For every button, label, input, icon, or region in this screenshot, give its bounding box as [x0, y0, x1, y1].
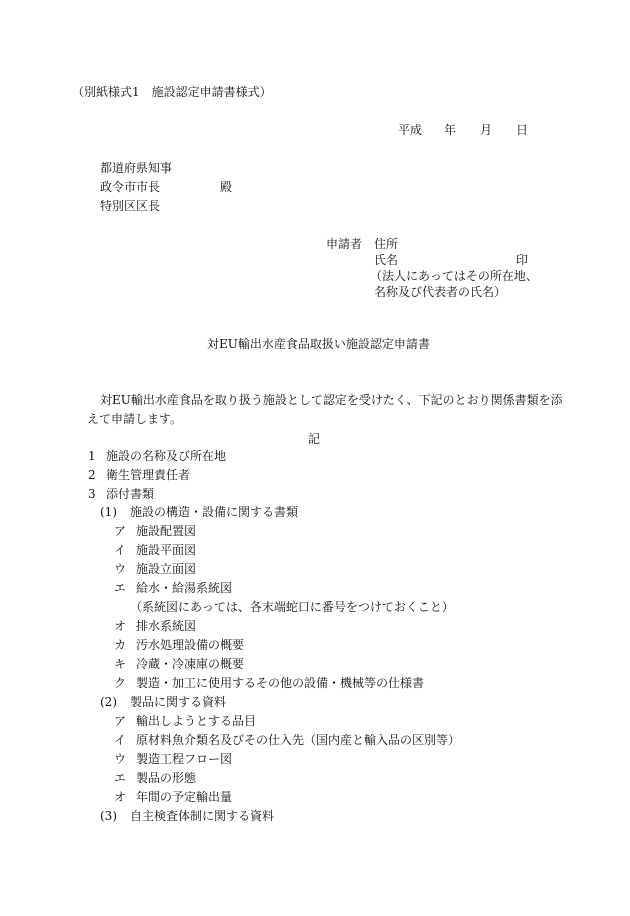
item-text: 施設立面図	[136, 562, 197, 576]
applicant-note-line2: 名称及び代表者の氏名）	[374, 285, 507, 299]
item-text: 施設配置図	[136, 524, 197, 538]
subsection-text: 自主検査体制に関する資料	[130, 809, 275, 823]
item-mark: イ	[114, 543, 127, 557]
item-mark: エ	[114, 771, 127, 785]
subsection-number: (3)	[100, 809, 117, 823]
subsection-heading	[100, 694, 226, 710]
item-mark: エ	[114, 581, 127, 595]
subsection-number: (2)	[100, 695, 117, 709]
item-number: 3	[88, 487, 96, 501]
item-mark: ウ	[114, 752, 127, 766]
item-mark: オ	[114, 619, 127, 633]
list-item	[114, 618, 196, 634]
item-text: （系統図にあっては、各末端蛇口に番号をつけておくこと）	[130, 600, 454, 614]
item-text: 輸出しようとする品目	[136, 714, 257, 728]
list-item	[114, 542, 196, 558]
item-mark: ア	[114, 524, 127, 538]
list-item	[88, 467, 190, 483]
date-day: 日	[516, 123, 529, 137]
applicant-label: 申請者	[326, 237, 363, 251]
subsection-text: 製品に関する資料	[130, 695, 227, 709]
list-item	[114, 580, 232, 596]
item-number: 2	[88, 468, 96, 482]
list-item	[114, 713, 256, 729]
item-text: 冷蔵・冷凍庫の概要	[136, 657, 245, 671]
date-era: 平成	[398, 123, 423, 137]
item-text: 衛生管理責任者	[106, 468, 191, 482]
item-mark: ア	[114, 714, 127, 728]
item-text: 原材料魚介類名及びその仕入先（国内産と輸入品の区別等）	[136, 733, 461, 747]
item-number: 1	[88, 449, 96, 463]
applicant-note-line1: （法人にあってはその所在地、	[370, 269, 538, 283]
item-mark: オ	[114, 790, 127, 804]
addressee-line1: 都道府県知事	[100, 161, 173, 175]
subsection-heading	[100, 808, 274, 824]
list-item	[114, 751, 232, 767]
item-mark: ク	[114, 676, 127, 690]
addressee-line3: 特別区区長	[100, 199, 161, 213]
list-item	[114, 675, 424, 691]
ki-heading: 記	[308, 432, 321, 446]
item-text: 製品の形態	[136, 771, 197, 785]
item-text: 汚水処理設備の概要	[136, 638, 245, 652]
item-text: 施設の名称及び所在地	[106, 449, 227, 463]
date-year: 年	[444, 123, 457, 137]
list-item	[114, 789, 232, 805]
list-item	[88, 448, 226, 464]
item-mark: ウ	[114, 562, 127, 576]
list-item	[114, 732, 460, 748]
list-item	[114, 656, 244, 672]
list-item	[114, 523, 196, 539]
document-title: 対EU輸出水産食品取扱い施設認定申請書	[207, 337, 430, 351]
applicant-seal: 印	[516, 253, 529, 267]
date-month: 月	[480, 123, 493, 137]
body-line2: えて申請します。	[87, 412, 183, 426]
item-text: 製造・加工に使用するその他の設備・機械等の仕様書	[136, 676, 425, 690]
item-mark: イ	[114, 733, 127, 747]
addressee-honorific: 殿	[220, 180, 233, 194]
subsection-heading	[100, 504, 298, 520]
body-line1: 対EU輸出水産食品を取り扱う施設として認定を受けたく、下記のとおり関係書類を添	[100, 393, 563, 407]
item-text: 施設平面図	[136, 543, 197, 557]
item-mark: キ	[114, 657, 127, 671]
list-item	[114, 770, 196, 786]
list-item	[114, 637, 244, 653]
subsection-number: (1)	[100, 505, 117, 519]
list-item	[114, 561, 196, 577]
item-text: 給水・給湯系統図	[136, 581, 233, 595]
item-mark: カ	[114, 638, 127, 652]
applicant-name-label: 氏名	[374, 253, 399, 267]
form-label: （別紙様式1 施設認定申請書様式）	[72, 85, 272, 99]
item-text: 製造工程フロー図	[136, 752, 233, 766]
applicant-address-label: 住所	[374, 237, 399, 251]
item-text: 排水系統図	[136, 619, 197, 633]
item-text: 年間の予定輸出量	[136, 790, 233, 804]
list-item-note	[130, 599, 454, 615]
list-item	[88, 486, 154, 502]
addressee-line2: 政令市市長	[100, 180, 161, 194]
item-text: 添付書類	[106, 487, 155, 501]
subsection-text: 施設の構造・設備に関する書類	[130, 505, 299, 519]
